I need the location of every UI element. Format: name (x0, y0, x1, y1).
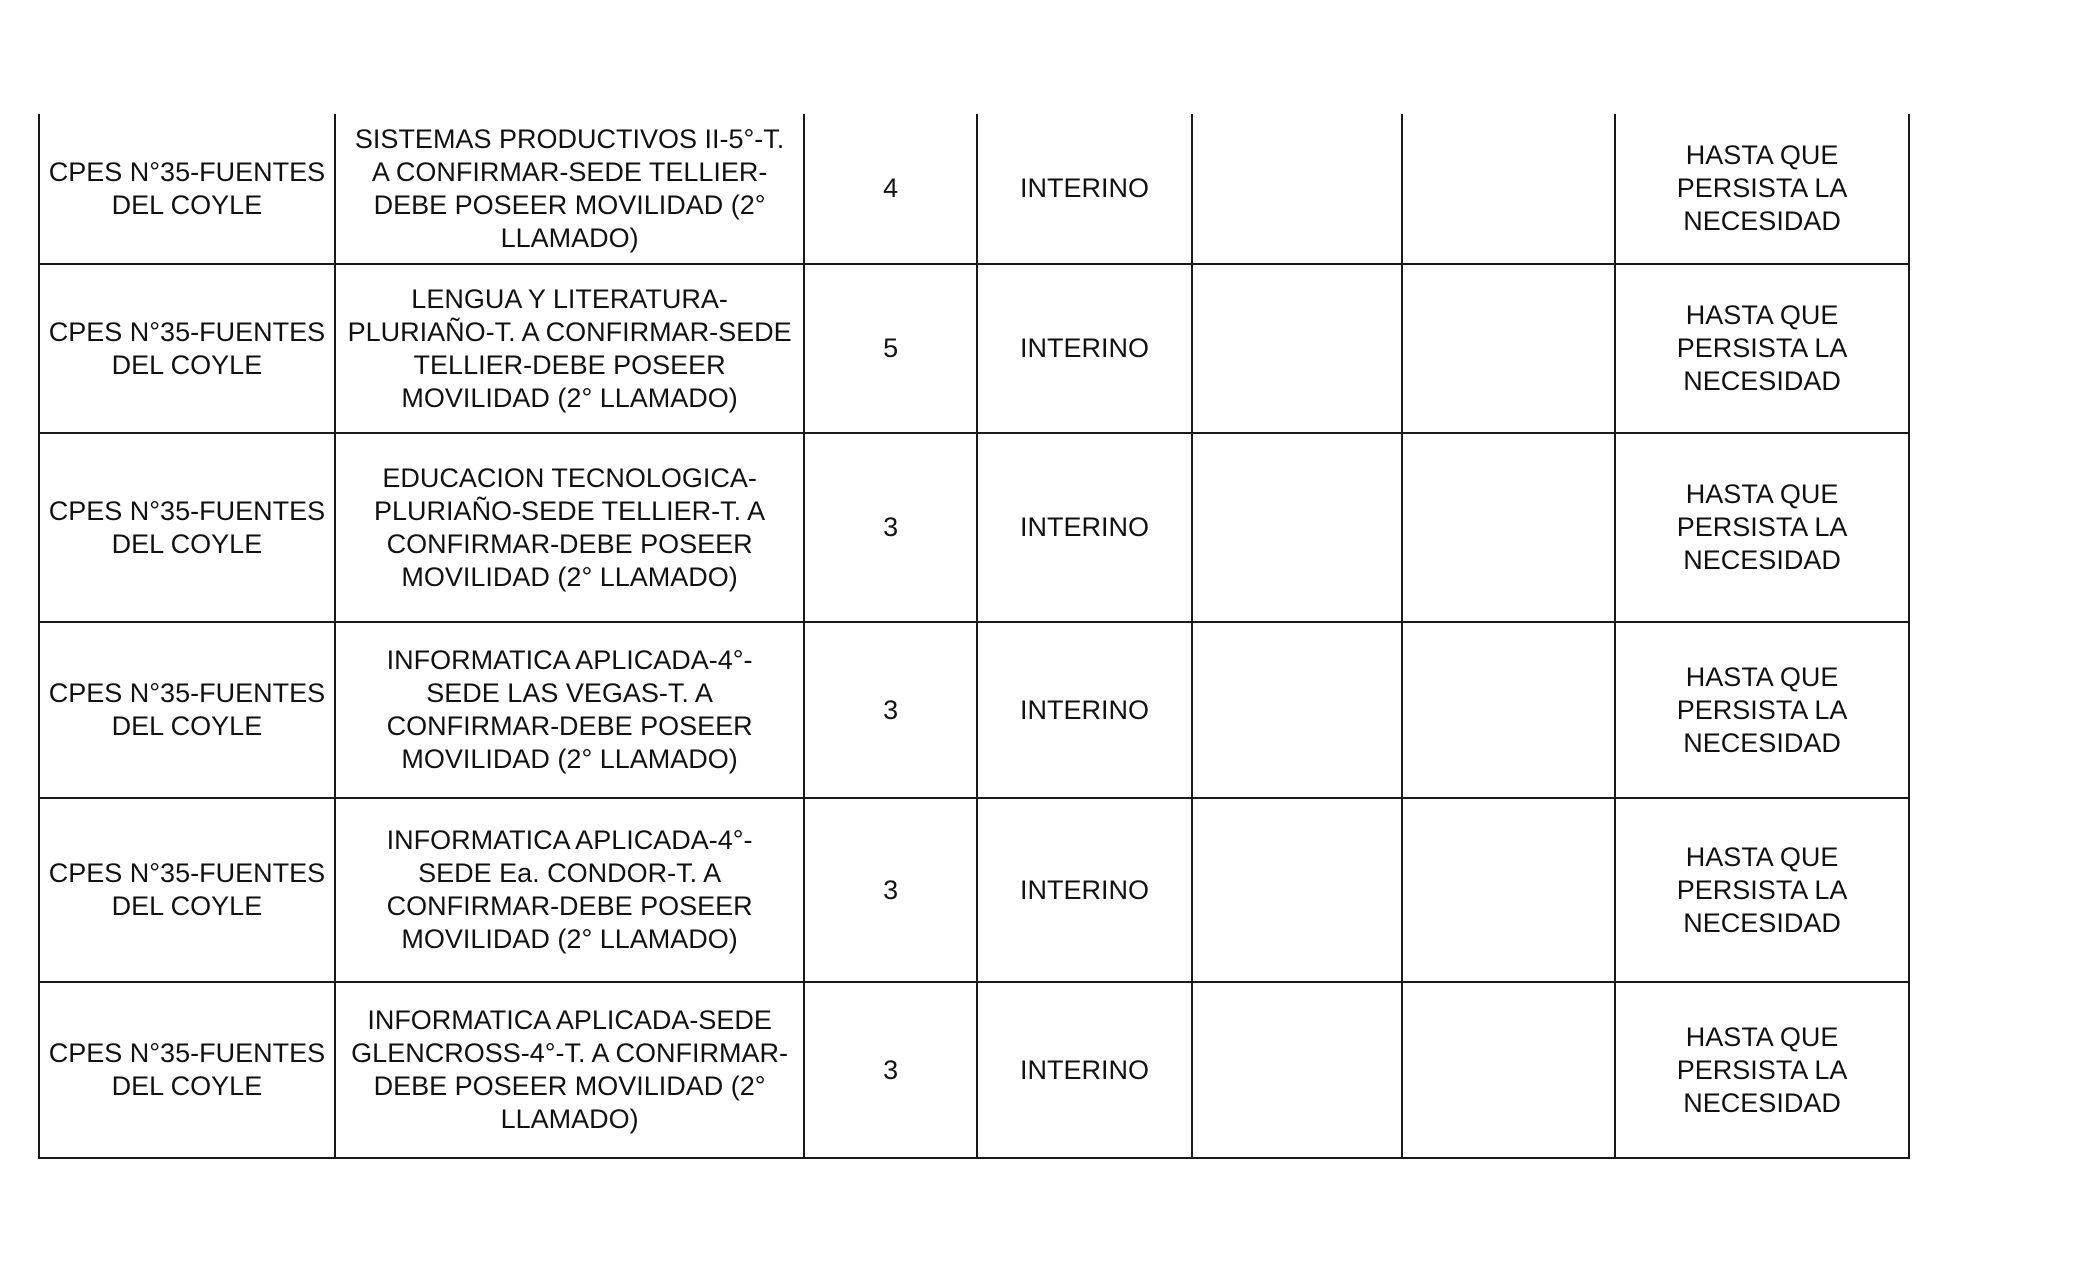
school-cell: CPES N°35-FUENTES DEL COYLE (39, 433, 335, 622)
status-cell: INTERINO (977, 798, 1192, 982)
empty-cell (1192, 114, 1402, 264)
empty-cell (1402, 622, 1615, 798)
until-cell: HASTA QUE PERSISTA LA NECESIDAD (1615, 433, 1909, 622)
status-cell: INTERINO (977, 433, 1192, 622)
hours-cell: 3 (804, 622, 977, 798)
until-cell: HASTA QUE PERSISTA LA NECESIDAD (1615, 622, 1909, 798)
table-row (39, 433, 1909, 622)
table-row (39, 798, 1909, 982)
school-cell: CPES N°35-FUENTES DEL COYLE (39, 264, 335, 433)
hours-cell: 3 (804, 798, 977, 982)
empty-cell (1192, 433, 1402, 622)
empty-cell (1192, 798, 1402, 982)
subject-cell: INFORMATICA APLICADA-4°- SEDE LAS VEGAS-T. A CONFIRMAR-DEBE POSEER MOVILIDAD (2° LLAMADO) (335, 622, 805, 798)
until-cell: HASTA QUE PERSISTA LA NECESIDAD (1615, 798, 1909, 982)
vacancy-table-sheet (38, 114, 1910, 1159)
empty-cell (1192, 622, 1402, 798)
table-row (39, 114, 1909, 264)
hours-cell: 4 (804, 114, 977, 264)
empty-cell (1192, 982, 1402, 1158)
empty-cell (1402, 982, 1615, 1158)
subject-cell: SISTEMAS PRODUCTIVOS II-5°-T. A CONFIRMAR-SEDE TELLIER- DEBE POSEER MOVILIDAD (2° LLAMADO) (335, 114, 805, 264)
school-cell: CPES N°35-FUENTES DEL COYLE (39, 982, 335, 1158)
subject-cell: EDUCACION TECNOLOGICA- PLURIAÑO-SEDE TELLIER-T. A CONFIRMAR-DEBE POSEER MOVILIDAD (2° LLAMADO) (335, 433, 805, 622)
hours-cell: 3 (804, 433, 977, 622)
hours-cell: 5 (804, 264, 977, 433)
vacancy-table (38, 114, 1910, 1159)
empty-cell (1402, 114, 1615, 264)
school-cell: CPES N°35-FUENTES DEL COYLE (39, 798, 335, 982)
status-cell: INTERINO (977, 622, 1192, 798)
table-row (39, 264, 1909, 433)
until-cell: HASTA QUE PERSISTA LA NECESIDAD (1615, 982, 1909, 1158)
school-cell: CPES N°35-FUENTES DEL COYLE (39, 114, 335, 264)
school-cell: CPES N°35-FUENTES DEL COYLE (39, 622, 335, 798)
empty-cell (1402, 433, 1615, 622)
subject-cell: INFORMATICA APLICADA-SEDE GLENCROSS-4°-T. A CONFIRMAR- DEBE POSEER MOVILIDAD (2° LLAMADO) (335, 982, 805, 1158)
status-cell: INTERINO (977, 114, 1192, 264)
table-row (39, 622, 1909, 798)
until-cell: HASTA QUE PERSISTA LA NECESIDAD (1615, 264, 1909, 433)
until-cell: HASTA QUE PERSISTA LA NECESIDAD (1615, 114, 1909, 264)
subject-cell: LENGUA Y LITERATURA- PLURIAÑO-T. A CONFIRMAR-SEDE TELLIER-DEBE POSEER MOVILIDAD (2° LLAMADO) (335, 264, 805, 433)
subject-cell: INFORMATICA APLICADA-4°- SEDE Ea. CONDOR-T. A CONFIRMAR-DEBE POSEER MOVILIDAD (2° LLAMADO) (335, 798, 805, 982)
status-cell: INTERINO (977, 982, 1192, 1158)
empty-cell (1402, 264, 1615, 433)
empty-cell (1192, 264, 1402, 433)
table-row (39, 982, 1909, 1158)
empty-cell (1402, 798, 1615, 982)
status-cell: INTERINO (977, 264, 1192, 433)
hours-cell: 3 (804, 982, 977, 1158)
